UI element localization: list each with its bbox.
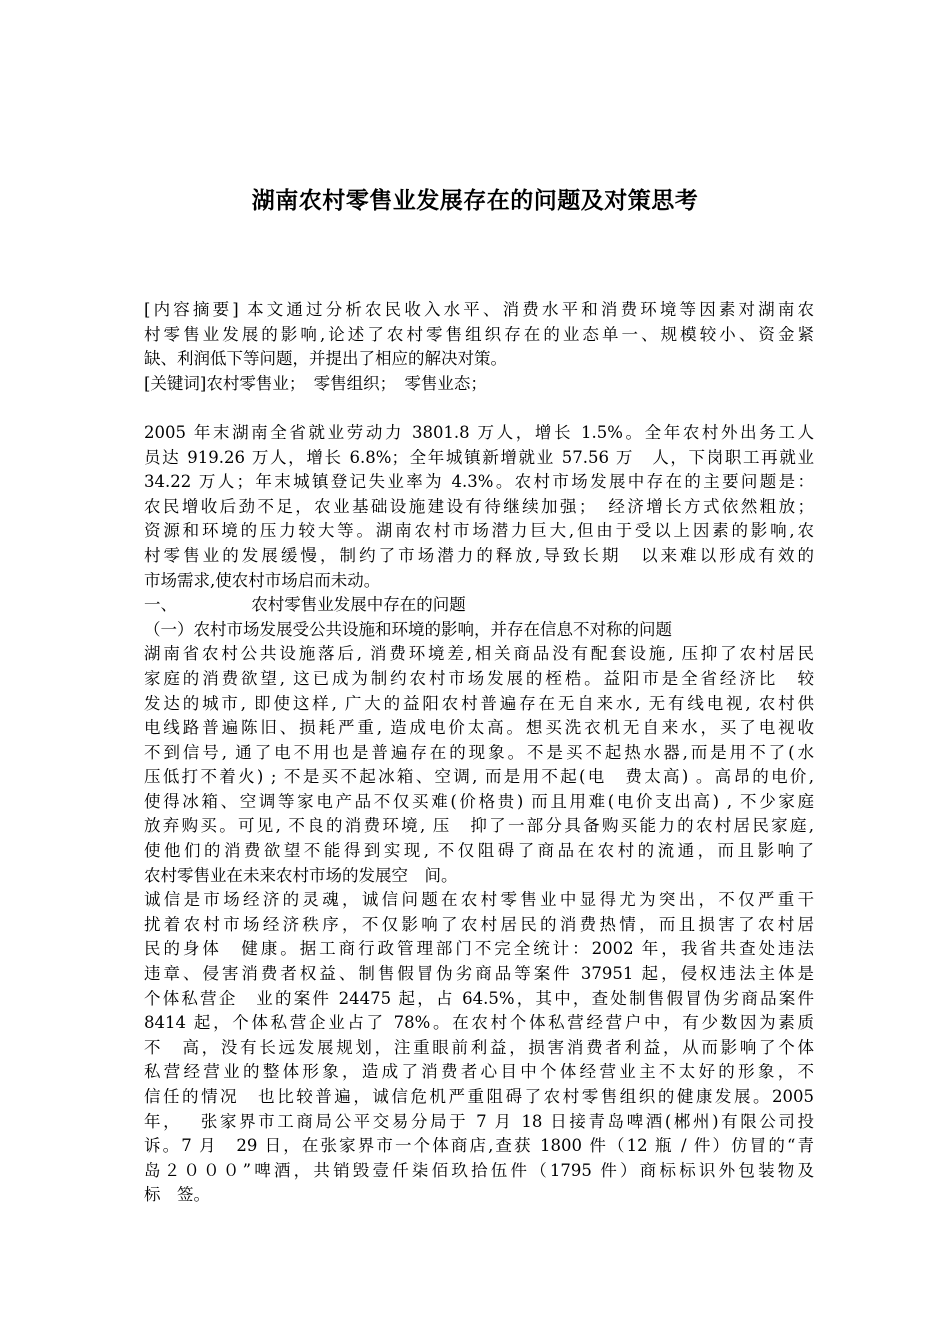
paragraph-line: 诉。7 月 29 日，在张家界市一个体商店,查获 1800 件（12 瓶 / 件）仿冒的“青	[144, 1136, 814, 1156]
paragraph-line: 2005 年末湖南全省就业劳动力 3801.8 万人，增长 1.5%。全年农村外出务工人	[144, 422, 814, 442]
document-title: 湖南农村零售业发展存在的问题及对策思考	[251, 188, 699, 214]
abstract-line: [内容摘要] 本文通过分析农民收入水平、消费水平和消费环境等因素对湖南农	[144, 300, 814, 319]
paragraph-line: 诚信是市场经济的灵魂，诚信问题在农村零售业中显得尤为突出，不仅严重干	[144, 890, 814, 910]
paragraph-line: 使得冰箱、空调等家电产品不仅买难(价格贵) 而且用难(电价支出高) , 不少家庭	[144, 791, 814, 811]
paragraph-line: 使他们的消费欲望不能得到实现, 不仅阻碍了商品在农村的流通，而且影响了	[144, 841, 814, 861]
paragraph-line: 发达的城市, 即使这样, 广大的益阳农村普遍存在无自来水, 无有线电视, 农村供	[144, 693, 814, 713]
document-body	[144, 298, 814, 1208]
paragraph-line: 34.22 万人；年末城镇登记失业率为 4.3%。农村市场发展中存在的主要问题是：	[144, 472, 814, 492]
paragraph-line: 民的身体 健康。据工商行政管理部门不完全统计：2002 年，我省共查处违法	[144, 939, 814, 959]
paragraph-line: 家庭的消费欲望, 这已成为制约农村市场发展的桎梏。益阳市是全省经济比 较	[144, 668, 814, 688]
paragraph-line: 不 高，没有长远发展规划，注重眼前利益，损害消费者利益，从而影响了个体	[144, 1037, 814, 1057]
paragraph-line: 扰着农村市场经济秩序，不仅影响了农村居民的消费热情，而且损害了农村居	[144, 914, 814, 934]
paragraph-line: 资源和环境的压力较大等。湖南农村市场潜力巨大,但由于受以上因素的影响,农	[144, 521, 814, 541]
paragraph-line: 压低打不着火) ; 不是买不起冰箱、空调, 而是用不起(电 费太高) 。高昂的电价,	[144, 767, 814, 787]
paragraph-line: 村零售业的发展缓慢，制约了市场潜力的释放,导致长期 以来难以形成有效的	[144, 545, 814, 565]
paragraph-line: 农民增收后劲不足，农业基础设施建设有待继续加强； 经济增长方式依然粗放；	[144, 496, 814, 516]
paragraph-line: 个体私营企 业的案件 24475 起，占 64.5%，其中，查处制售假冒伪劣商品案件	[144, 988, 814, 1008]
paragraph-line: 农村零售业在未来农村市场的发展空 间。	[144, 865, 458, 885]
paragraph-line: 8414 起，个体私营企业占了 78%。在农村个体私营经营户中，有少数因为素质	[144, 1013, 814, 1033]
paragraph-line: 湖南省农村公共设施落后, 消费环境差,相关商品没有配套设施, 压抑了农村居民	[144, 644, 814, 664]
blank-line	[144, 396, 814, 421]
paragraph-line: 私营经营业的整体形象，造成了消费者心目中个体经营业主不太好的形象，不	[144, 1062, 814, 1082]
paragraph-line: 岛２０００”啤酒，共销毁壹仟柒佰玖拾伍件（1795 件）商标标识外包装物及	[144, 1160, 814, 1180]
paragraph-line: 不到信号, 通了电不用也是普遍存在的现象。不是买不起热水器,而是用不了(水	[144, 742, 814, 762]
paragraph-line: 信任的情况 也比较普遍，诚信危机严重阻碍了农村零售组织的健康发展。2005	[144, 1087, 814, 1106]
keywords-line: [关键词]农村零售业； 零售组织； 零售业态；	[144, 373, 487, 393]
paragraph-line: 放弃购买。可见, 不良的消费环境, 压 抑了一部分具备购买能力的农村居民家庭,	[144, 816, 814, 836]
subsection-heading: （一）农村市场发展受公共设施和环境的影响，并存在信息不对称的问题	[144, 619, 672, 639]
abstract-line: 缺、利润低下等问题，并提出了相应的解决对策。	[144, 349, 507, 369]
paragraph-line: 市场需求,使农村市场启而未动。	[144, 570, 381, 590]
section-heading: 一、 农村零售业发展中存在的问题	[144, 595, 466, 615]
abstract-line: 村零售业发展的影响,论述了农村零售组织存在的业态单一、规模较小、资金紧	[144, 324, 814, 344]
paragraph-line: 标 签。	[144, 1185, 210, 1205]
paragraph-line: 电线路普遍陈旧、损耗严重, 造成电价太高。想买洗衣机无自来水，买了电视收	[144, 718, 814, 738]
paragraph-line: 年， 张家界市工商局公平交易分局于 7 月 18 日接青岛啤酒(郴州)有限公司投	[144, 1111, 814, 1131]
paragraph-line: 员达 919.26 万人，增长 6.8%；全年城镇新增就业 57.56 万 人，下岗职工再就业	[144, 447, 814, 467]
paragraph-line: 违章、侵害消费者权益、制售假冒伪劣商品等案件 37951 起，侵权违法主体是	[144, 964, 814, 984]
